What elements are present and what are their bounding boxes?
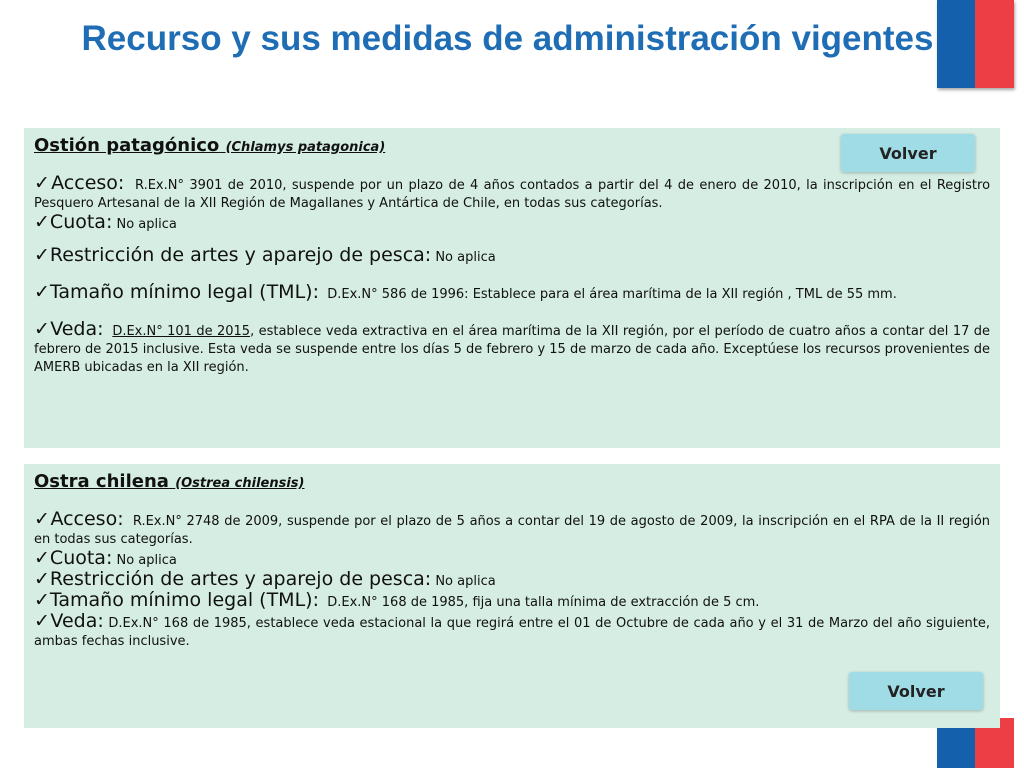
- acceso-label: Acceso:: [51, 172, 125, 194]
- check-icon: ✓: [34, 211, 50, 233]
- tml-text: D.Ex.N° 586 de 1996: Establece para el área marítima de la XII región , TML de 55 mm.: [327, 287, 897, 302]
- tml-text: D.Ex.N° 168 de 1985, fija una talla mínima de extracción de 5 cm.: [327, 595, 760, 610]
- cuota-text: No aplica: [116, 217, 177, 232]
- veda-item: [34, 320, 990, 377]
- veda-decree-link[interactable]: D.Ex.N° 101 de 2015: [112, 324, 251, 339]
- volver-button[interactable]: Volver: [849, 672, 983, 710]
- check-icon: ✓: [34, 508, 51, 530]
- cuota-text: No aplica: [116, 553, 177, 568]
- cuota-label: Cuota:: [49, 211, 113, 233]
- restriccion-text: No aplica: [435, 574, 496, 589]
- acceso-item: [34, 510, 990, 549]
- restriccion-text: No aplica: [435, 250, 496, 265]
- veda-text: , establece veda extractiva en el área marítima de la XII región, por el período de cuatro años a contar del 17 de febrero de 2015 inclusive. Esta veda se suspende entre los días 5 de febrero y 15 de marzo de cada año. Exceptúese los recursos provenientes de AMERB ubicadas en la XII región.: [34, 324, 991, 375]
- check-icon: ✓: [34, 281, 50, 303]
- tml-item: [34, 283, 990, 304]
- check-icon: ✓: [34, 547, 50, 569]
- restriccion-item: [34, 570, 990, 591]
- slide-title: Recurso y sus medidas de administración vigentes: [81, 19, 934, 58]
- acceso-label: Acceso:: [50, 508, 124, 530]
- check-icon: ✓: [34, 244, 50, 266]
- species-scientific-name: (Ostrea chilensis): [175, 476, 305, 491]
- volver-button[interactable]: Volver: [841, 134, 975, 172]
- species-panel-ostion: [24, 128, 1000, 448]
- tml-label: Tamaño mínimo legal (TML):: [49, 589, 319, 611]
- restriccion-item: [34, 246, 990, 267]
- restriccion-label: Restricción de artes y aparejo de pesca:: [49, 244, 432, 266]
- cuota-item: [34, 213, 990, 234]
- veda-label: Veda:: [50, 318, 104, 340]
- species-name: Ostión patagónico: [34, 135, 220, 156]
- veda-item: [34, 612, 990, 651]
- acceso-text: R.Ex.N° 3901 de 2010, suspende por un plazo de 4 años contados a partir del 4 de enero de 2010, la inscripción en el Registro Pesquero Artesanal de la XII Región de Magallanes y Antártica de Chile, en todas sus categorías.: [34, 178, 991, 211]
- flag-red-stripe: [975, 0, 1014, 88]
- acceso-text: R.Ex.N° 2748 de 2009, suspende por el plazo de 5 años a contar del 19 de agosto de 2009, la inscripción en el RPA de la II región en todas sus categorías.: [34, 514, 991, 547]
- tml-label: Tamaño mínimo legal (TML):: [49, 281, 319, 303]
- cuota-item: [34, 549, 990, 570]
- cuota-label: Cuota:: [49, 547, 113, 569]
- tml-item: [34, 591, 990, 612]
- check-icon: ✓: [34, 172, 52, 194]
- veda-text: D.Ex.N° 168 de 1985, establece veda estacional la que regirá entre el 01 de Octubre de cada año y el 31 de Marzo del año siguiente, ambas fechas inclusive.: [34, 616, 991, 649]
- species-scientific-name: (Chlamys patagonica): [225, 140, 386, 155]
- check-icon: ✓: [34, 568, 50, 590]
- acceso-item: [34, 174, 990, 213]
- veda-label: Veda:: [50, 610, 104, 632]
- check-icon: ✓: [34, 610, 51, 632]
- check-icon: ✓: [34, 589, 50, 611]
- brand-flag-top: [937, 0, 1014, 88]
- species-name: Ostra chilena: [34, 471, 169, 492]
- check-icon: ✓: [34, 318, 51, 340]
- restriccion-label: Restricción de artes y aparejo de pesca:: [49, 568, 432, 590]
- species-panel-ostra: [24, 464, 1000, 728]
- species-heading: [34, 470, 990, 496]
